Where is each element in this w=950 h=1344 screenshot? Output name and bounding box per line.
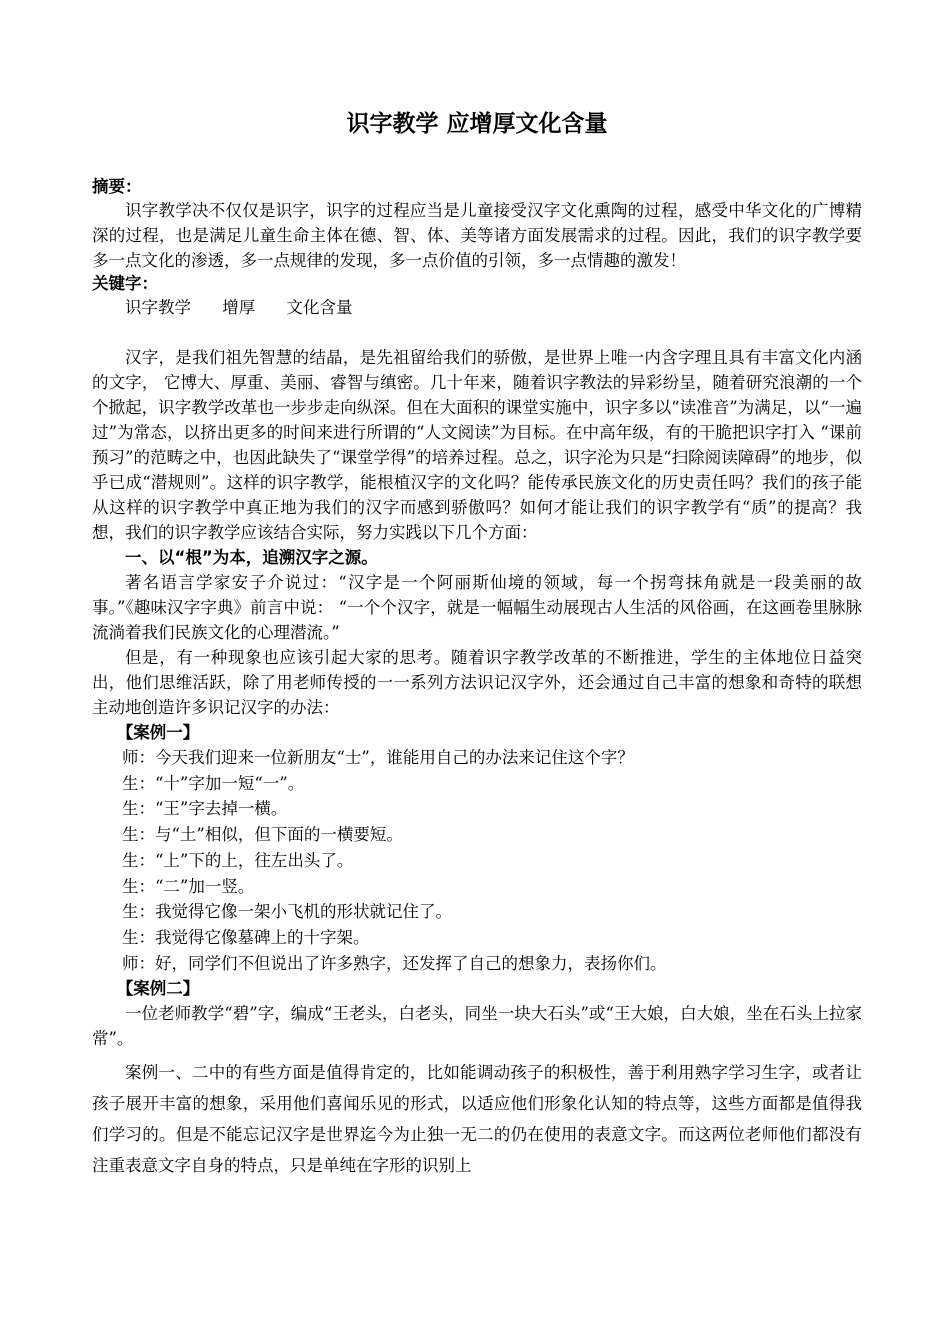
analysis-paragraph: 案例一、二中的有些方面是值得肯定的，比如能调动孩子的积极性，善于利用熟字学习生字，或者让孩子展开丰富的想象，采用他们喜闻乐见的形式，以适应他们形象化认知的特点等，这些方面都是值得我们学习的。但是不能忘记汉字是世界迄今为止独一无二的仍在使用的表意文字。而这两位老师他们都没有注重表意文字自身的特点，只是单纯在字形的识别上 <box>92 1063 862 1176</box>
quote-paragraph: 著名语言学家安子介说过：“汉字是一个阿丽斯仙境的领域，每一个拐弯抹角就是一段美丽的故事。”《趣味汉字字典》前言中说： “一个个汉字，就是一幅幅生动展现古人生活的风俗画，在这画卷里脉脉流淌着我们民族文化的心理潜流。” <box>92 573 862 642</box>
abstract-label: 摘要： <box>92 177 142 196</box>
intro-paragraph: 汉字，是我们祖先智慧的结晶，是先祖留给我们的骄傲，是世界上唯一内含字理且具有丰富文化内涵的文字， 它博大、厚重、美丽、睿智与缜密。几十年来，随着识字教法的异彩纷呈，随着研究浪潮的一个个掀起，识字教学改革也一步步走向纵深。但在大面积的课堂实施中，识字多以“读准音”为满足，以“一遍过”为常态，以挤出更多的时间来进行所谓的“人文阅读”为目标。在中高年级，有的干脆把识字打入 “课前预习”的范畴之中，也因此缺失了“课堂学得”的培养过程。总之，识字沦为只是“扫除阅读障碍”的地步，似乎已成“潜规则”。这样的识字教学，能根植汉字的文化吗？能传承民族文化的历史责任吗？我们的孩子能从这样的识字教学中真正地为我们的汉字而感到骄傲吗？如何才能让我们的识字教学有“质”的提高？我想，我们的识字教学应该结合实际，努力实践以下几个方面： <box>92 348 862 542</box>
dialog-line: 生：“王”字去掉一横。 <box>122 799 288 819</box>
document-title: 识字教学 应增厚文化含量 <box>346 111 608 137</box>
keyword-item: 识字教学 <box>125 298 191 317</box>
paragraph: 但是，有一种现象也应该引起大家的思考。随着识字教学改革的不断推进，学生的主体地位日益突出，他们思维活跃，除了用老师传授的一一系列方法识记汉字外，还会通过自己丰富的想象和奇特的联想主动地创造许多识记汉字的办法： <box>92 648 862 717</box>
keywords-label: 关键字： <box>92 274 158 293</box>
paragraph: 一位老师教学“碧”字，编成“王老头，白老头，同坐一块大石头”或“王大娘，白大娘，坐在石头上拉家常”。 <box>92 1004 862 1049</box>
dialog-line: 生：“十”字加一短“一”。 <box>122 773 305 793</box>
case-label: 【案例二】 <box>116 979 200 999</box>
case-label: 【案例一】 <box>116 723 200 742</box>
keyword-item: 文化含量 <box>286 298 353 317</box>
dialog-line: 生：“上”下的上，往左出头了。 <box>122 850 354 870</box>
dialog-line: 师：好，同学们不但说出了许多熟字，还发挥了自己的想象力，表扬你们。 <box>122 953 667 973</box>
dialog-line: 生：我觉得它像墓碑上的十字架。 <box>122 927 370 947</box>
dialog-line: 师：今天我们迎来一位新朋友“士”，谁能用自己的办法来记住这个字？ <box>122 748 634 767</box>
section-heading: 一、以“根”为本，追溯汉字之源。 <box>125 548 378 567</box>
keyword-item: 增厚 <box>222 298 256 317</box>
dialog-line: 生：与“土”相似，但下面的一横要短。 <box>122 825 403 845</box>
blank-line <box>92 320 862 345</box>
document-page <box>92 108 862 1181</box>
dialog-line: 生：“二”加一竖。 <box>122 876 255 896</box>
dialog-line: 生：我觉得它像一架小飞机的形状就记住了。 <box>122 902 452 922</box>
abstract-text: 识字教学决不仅仅是识字，识字的过程应当是儿童接受汉字文化熏陶的过程，感受中华文化的广博精深的过程，也是满足儿童生命主体在德、智、体、美等诸方面发展需求的过程。因此，我们的识字教学要多一点文化的渗透，多一点规律的发现，多一点价值的引领，多一点情趣的激发！ <box>92 201 862 270</box>
keywords-list <box>92 295 862 320</box>
